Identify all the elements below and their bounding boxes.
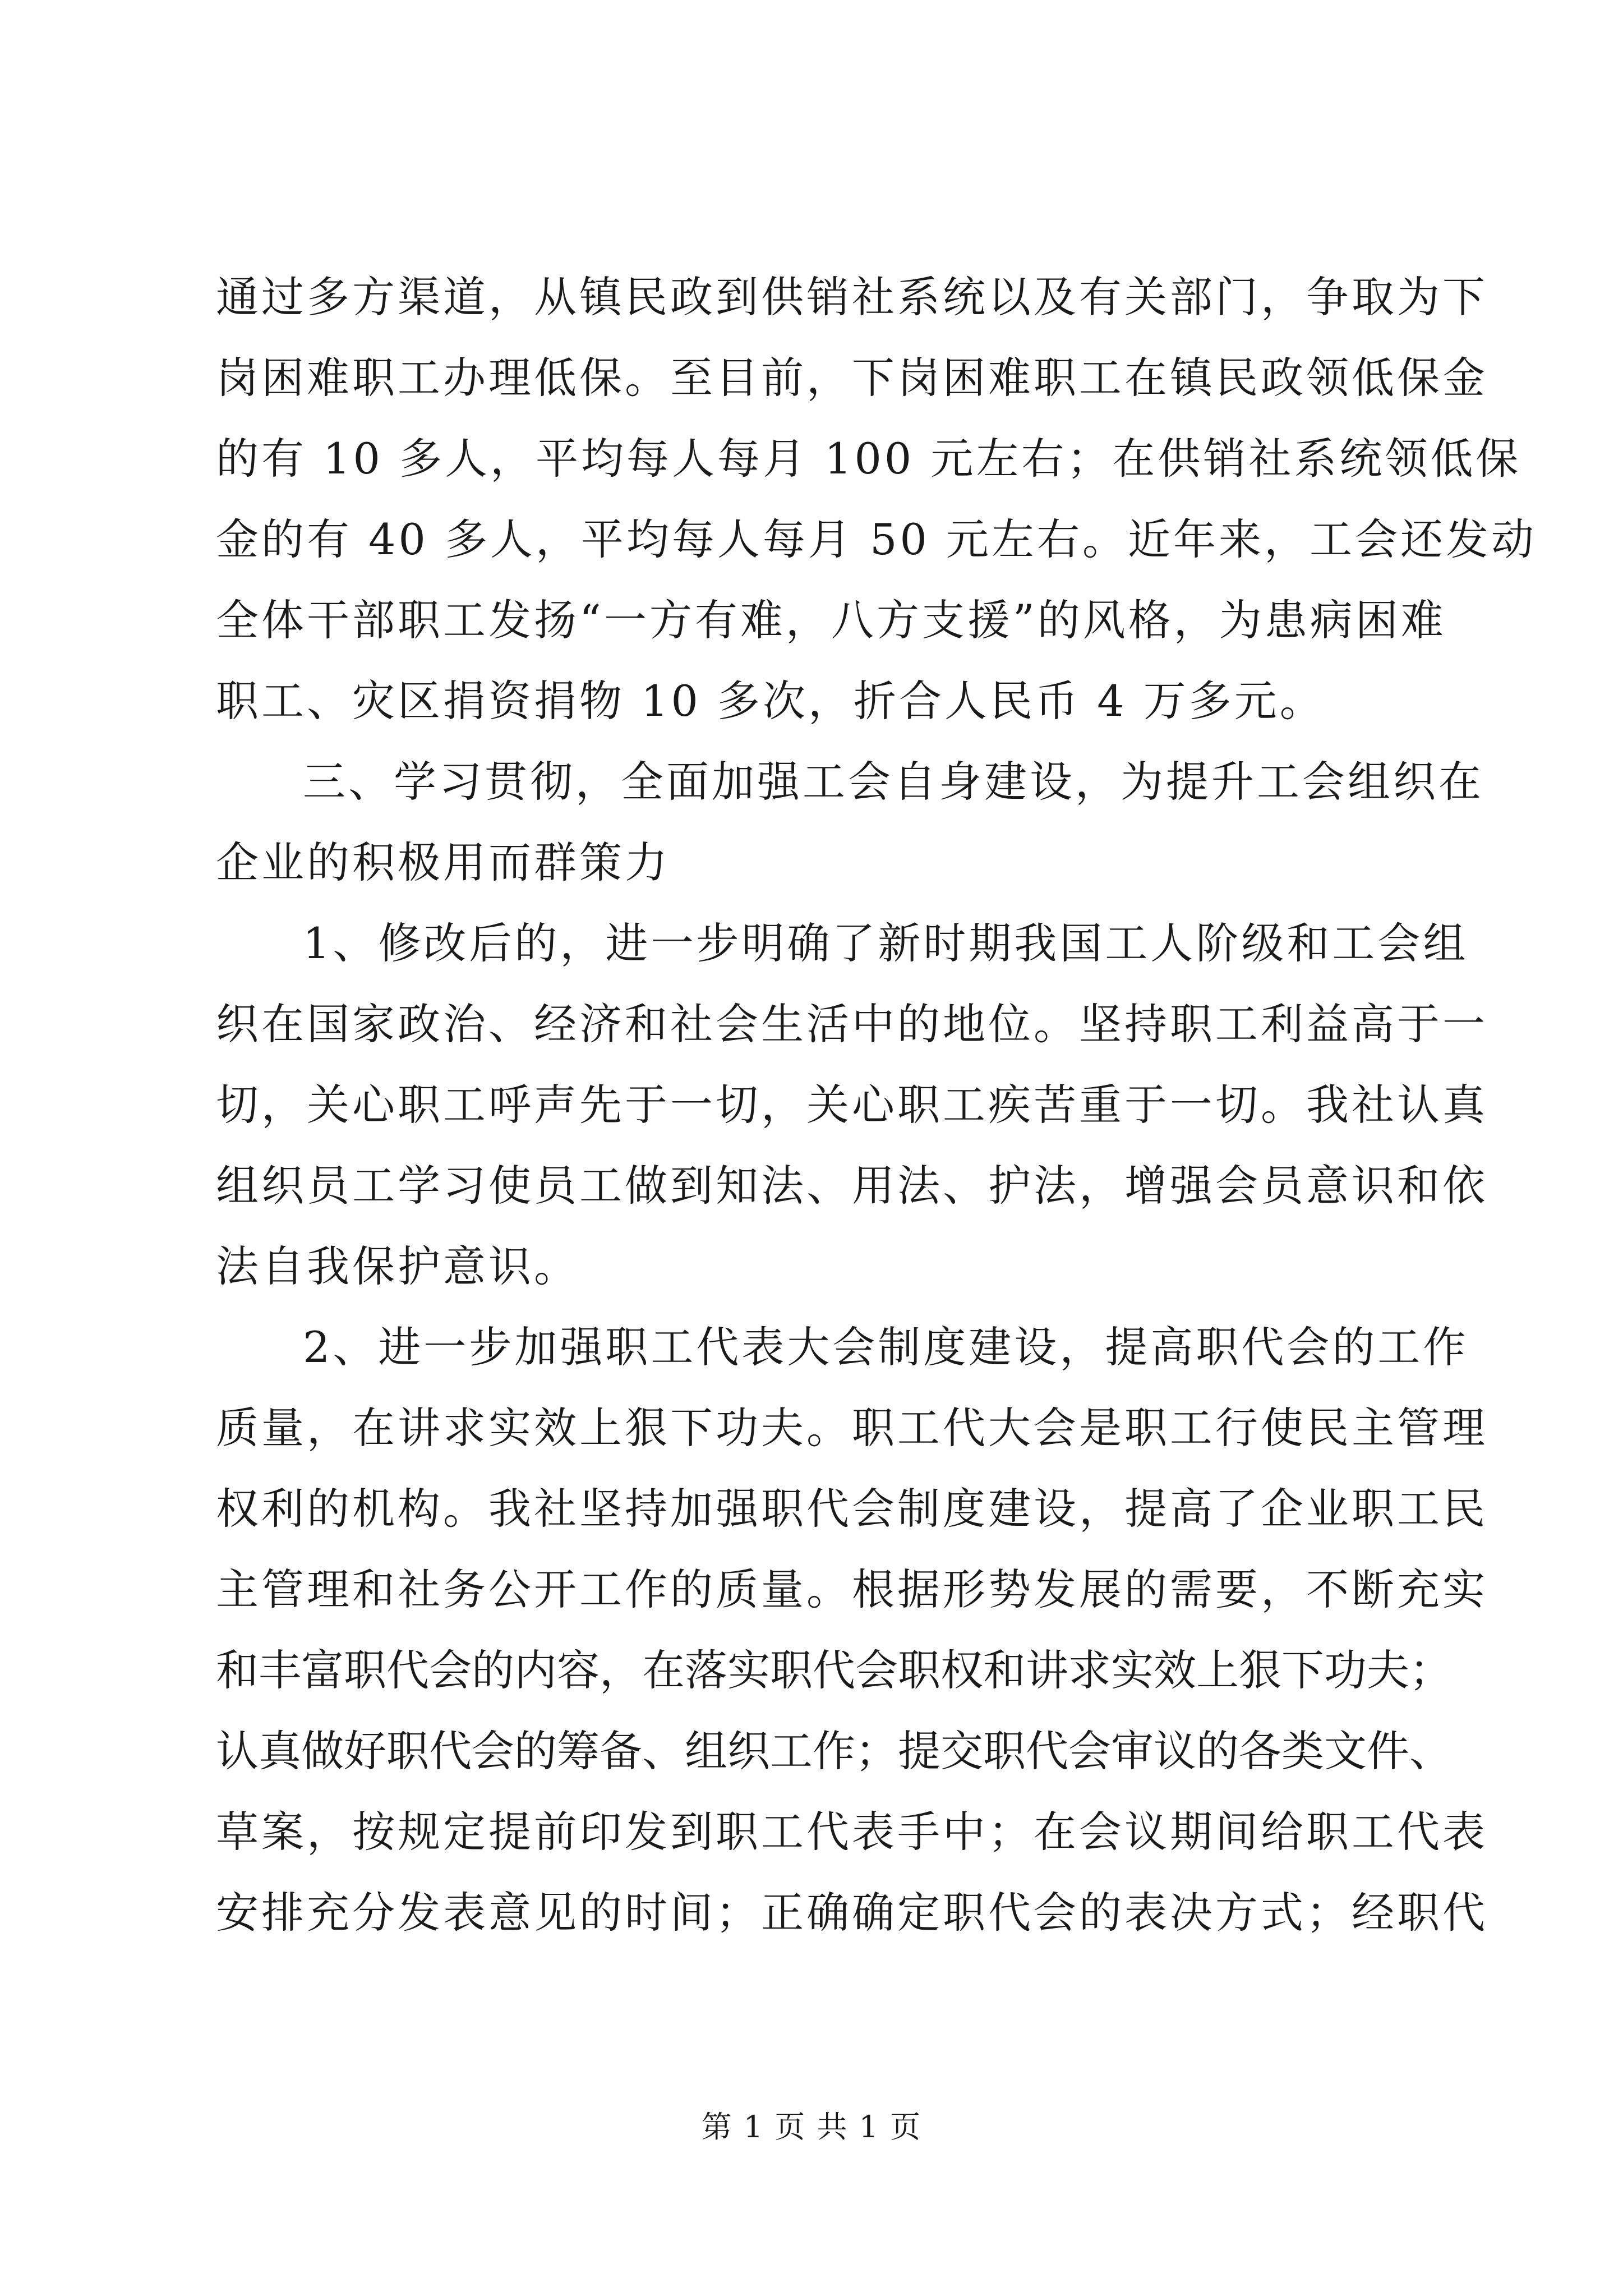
body-line: 切，关心职工呼声先于一切，关心职工疾苦重于一切。我社认真 (216, 1080, 1488, 1130)
body-line: 认真做好职代会的筹备、组织工作；提交职代会审议的各类文件、 (216, 1726, 1452, 1776)
body-line: 组织员工学习使员工做到知法、用法、护法，增强会员意识和依 (216, 1161, 1488, 1211)
section-heading-line: 三、学习贯彻，全面加强工会自身建设，为提升工会组织在 (303, 757, 1484, 807)
body-line: 织在国家政治、经济和社会生活中的地位。坚持职工利益高于一 (216, 999, 1488, 1049)
body-line: 的有 10 多人，平均每人每月 100 元左右；在供销社系统领低保 (216, 434, 1521, 484)
body-line: 职工、灾区捐资捐物 10 多次，折合人民币 4 万多元。 (216, 676, 1325, 726)
body-line: 质量，在讲求实效上狠下功夫。职工代大会是职工行使民主管理 (216, 1403, 1488, 1453)
document-body (216, 257, 1537, 1953)
body-line: 通过多方渠道，从镇民政到供销社系统以及有关部门，争取为下 (216, 272, 1488, 322)
body-line: 和丰富职代会的内容，在落实职代会职权和讲求实效上狠下功夫； (216, 1645, 1452, 1695)
body-line: 主管理和社务公开工作的质量。根据形势发展的需要，不断充实 (216, 1565, 1488, 1614)
body-line: 法自我保护意识。 (216, 1241, 579, 1291)
body-line: 2、进一步加强职工代表大会制度建设，提高职代会的工作 (303, 1322, 1469, 1372)
body-line: 权利的机构。我社坚持加强职代会制度建设，提高了企业职工民 (216, 1484, 1488, 1534)
page-number-footer: 第 1 页 共 1 页 (701, 2109, 922, 2145)
body-line: 安排充分发表意见的时间；正确确定职代会的表决方式；经职代 (216, 1888, 1488, 1938)
section-heading-line: 企业的积极用而群策力 (216, 838, 670, 887)
body-line: 全体干部职工发扬“一方有难，八方支援”的风格，为患病困难 (216, 595, 1446, 645)
body-line: 草案，按规定提前印发到职工代表手中；在会议期间给职工代表 (216, 1807, 1488, 1857)
body-line: 岗困难职工办理低保。至目前，下岗困难职工在镇民政领低保金 (216, 353, 1488, 403)
body-line: 1、修改后的，进一步明确了新时期我国工人阶级和工会组 (303, 918, 1469, 968)
body-line: 金的有 40 多人，平均每人每月 50 元左右。近年来，工会还发动 (216, 514, 1537, 564)
